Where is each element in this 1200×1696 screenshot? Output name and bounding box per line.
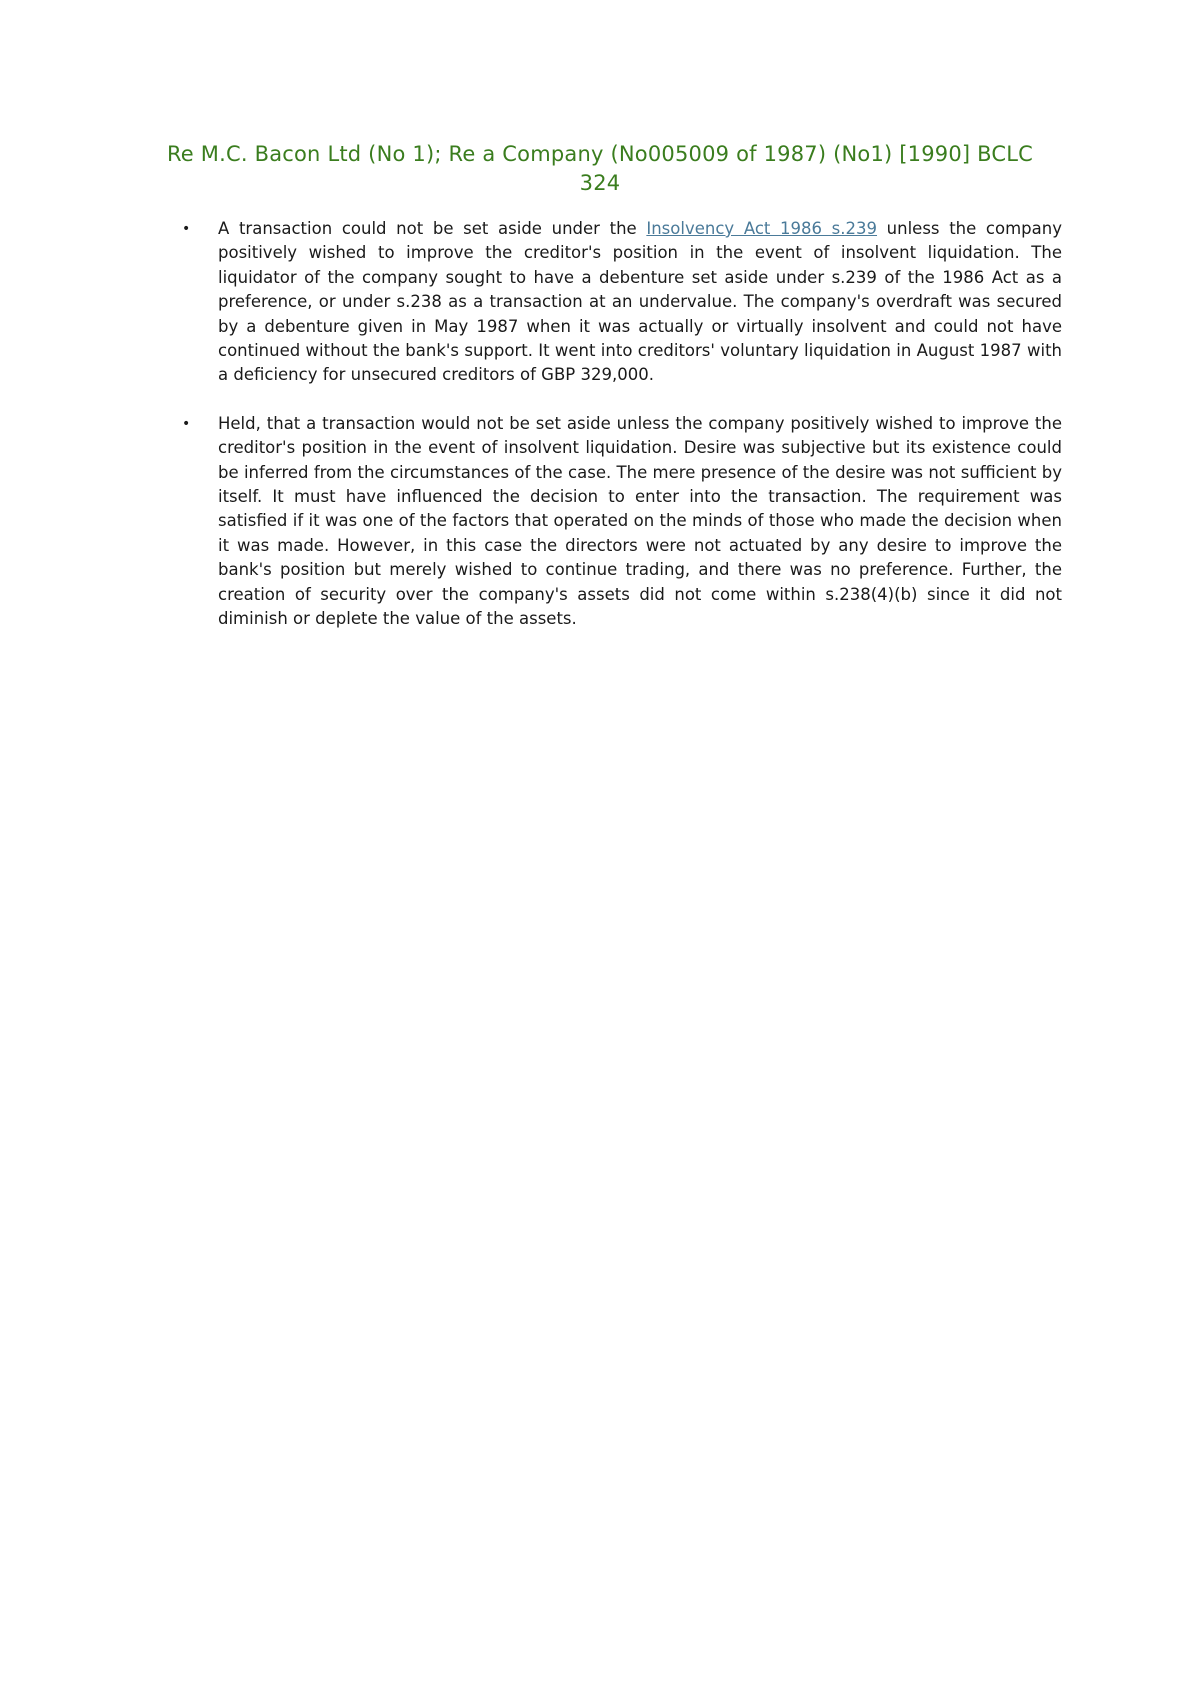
- insolvency-act-link[interactable]: Insolvency Act 1986 s.239: [646, 219, 878, 238]
- list-item: [182, 217, 1062, 388]
- document-title: Re M.C. Bacon Ltd (No 1); Re a Company (No005009 of 1987) (No1) [1990] BCLC 324: [166, 142, 1034, 195]
- item-text-before-link: A transaction could not be set aside under the: [218, 219, 647, 238]
- item-text: Held, that a transaction would not be set aside unless the company positively wished to improve the creditor's position in the event of insolvent liquidation. Desire was subjective but its existence could be inferred from the circumstances of the case. The mere presence of the desire was not sufficient by itself. It must have influenced the decision to enter into the transaction. The requirement was satisfied if it was one of the factors that operated on the minds of those who made the decision when it was made. However, in this case the directors were not actuated by any desire to improve the bank's position but merely wished to continue trading, and there was no preference. Further, the creation of security over the company's assets did not come within s.238(4)(b) since it did not diminish or deplete the value of the assets.: [218, 413, 1062, 629]
- item-text-after-link: unless the company positively wished to improve the creditor's position in the event of insolvent liquidation. The liquidator of the company sought to have a debenture set aside under s.239 of the 1986 Act as a preference, or under s.238 as a transaction at an undervalue. The company's overdraft was secured by a debenture given in May 1987 when it was actually or virtually insolvent and could not have continued without the bank's support. It went into creditors' voluntary liquidation in August 1987 with a deficiency for unsecured creditors of GBP 329,000.: [218, 219, 1062, 385]
- case-summary-list: [182, 217, 1062, 656]
- list-item: [182, 412, 1062, 632]
- bullet-icon: •: [182, 415, 191, 432]
- bullet-icon: •: [182, 221, 191, 237]
